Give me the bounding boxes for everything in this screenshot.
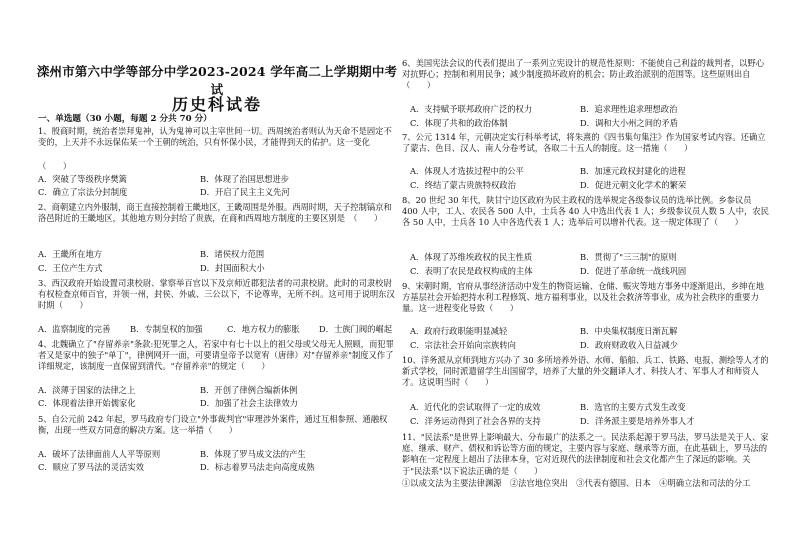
question-1-option-b: B．体现了治国思想进步 (200, 174, 290, 184)
question-4-option-b: B．开创了律例合编新体例 (200, 385, 298, 395)
question-8: 8、20 世纪 30 年代，陕甘宁边区政府为民主政权的选举规定各级参议员的选举比例。乡参议员 400 人中，工人、农民各 500 人中，士兵各 40 人中选出代表 1 人；乡级参议员人数 5 人中，农民各 50 人中，士兵各 10 人中各选代表 1 人；选举后可以增补代表。这一规定体现了（ ） (402, 195, 769, 228)
question-9-option-d: D．政府财政收入日益减少 (580, 340, 678, 350)
question-1: 1、殷商时期，统治者崇拜鬼神，认为鬼神可以主宰世间一切。西周统治者则认为天命不是固定不变的，上天并不永远保佑某一个王朝的统治，只有怀保小民，才能得到天的佑护。这一变化 (38, 126, 392, 148)
question-4: 4、北魏确立了"存留养亲"条款:犯死罪之人，若家中有七十以上的祖父母或父母无人照顾，而犯罪者又是家中的独子"单丁"，律例网开一面，可要请皇帝予以宽宥（唐律）对"存留养亲"制度又作了详细规定，该制度一直保留到清代。"存留养亲"的规定（ ） (38, 339, 394, 372)
question-3-option-d: D．士族门阀的崛起 (319, 324, 393, 334)
left-column (32, 0, 402, 560)
question-2-option-a: A．王畿所在地方 (38, 249, 103, 259)
right-column (402, 0, 772, 560)
question-8-option-c: C．表明了农民是政权构成的主体 (410, 266, 533, 276)
question-3-option-a: A．监察制度的完善 (38, 324, 111, 334)
question-11-options: ①以成文法为主要法律渊源 ②法官地位突出 ③代表有德国、日本 ④明确立法和司法的分工 (402, 478, 751, 488)
question-9: 9、宋朝时期，官府从事经济活动中发生的物资运输、仓储、赈灾等地方事务中逐渐退出，乡绅在地方基层社会开始把持水利工程修筑、地方福利事业，以及社会救济等事业，成为社会秩序的重要力量。这一进程变化导致（ ） (402, 281, 765, 314)
question-8-option-d: D．促进了革命统一战线巩固 (580, 266, 687, 276)
section-heading: 一、单选题（30 小题，每题 2 分共 70 分） (38, 114, 212, 124)
question-7-option-d: D．促进元朝文化学术的繁荣 (580, 180, 687, 190)
question-9-option-b: B．中央集权制度日渐瓦解 (580, 326, 678, 336)
question-5-option-b: B．体现了罗马成文法的产生 (200, 449, 306, 459)
question-5-option-c: C．顺应了罗马法的灵活实效 (38, 462, 144, 472)
question-3-option-c: C．地方权力的膨胀 (227, 324, 300, 334)
exam-title: 滦州市第六中学等部分中学2023-2024 学年高二上学期期中考试 (36, 64, 398, 97)
question-1-paren: （ ） (38, 161, 72, 171)
question-3-option-b: B．专制皇权的加强 (130, 324, 203, 334)
question-10-option-a: A．近代化的尝试取得了一定的成效 (410, 402, 541, 412)
question-10-option-c: C．洋务运动得到了社会各界的支持 (410, 416, 541, 426)
question-7-option-a: A．体现人才选拔过程中的公平 (410, 166, 524, 176)
question-8-option-a: A．体现了苏维埃政权的民主性质 (410, 252, 533, 262)
question-6-option-c: C．体现了共和的政治体制 (410, 118, 508, 128)
question-6: 6、美国宪法会议的代表们提出了一系列立宪设计的规范性原则：不能使自己利益的裁判者，以野心对抗野心；控制和利用民争；减少制度损坏政府的机会；防止政治派别的范围等。这些原则出自（ ） (402, 58, 765, 91)
question-11: 11、"民法系"是世界上影响最大、分布最广的法系之一。民法系起源于罗马法，罗马法是关于人、家庭、继承、财产、债权和诉讼等方面的规定，主要内容与家庭、继承等方面，在此基础上，罗马法的影响在一定程度上超出了法律本身，它对近现代的法律制度和社会文化都产生了深远的影响。关于"民法系"以下说法正确的是（ ） (402, 432, 769, 476)
question-2-option-b: B．诸侯权力范围 (200, 249, 265, 259)
question-7-option-b: B．加速元政权封建化的进程 (580, 166, 686, 176)
question-7: 7、公元 1314 年，元朝决定实行科举考试，将朱熹的《四书集句集注》作为国家考试内容。还确立了蒙古、色目、汉人、南人分卷考试，各取二十五人的制度。这一措施（ ） (402, 132, 766, 154)
question-4-option-c: C．体现着法律开始儒家化 (38, 398, 136, 408)
question-1-option-c: C．确立了宗法分封制度 (38, 187, 128, 197)
question-10-option-d: D．洋务派主要是培养外事人才 (580, 416, 695, 426)
question-10: 10、洋务派从京师到地方兴办了 30 多所培养外语、水师、船舶、兵工、铁路、电报、测绘等人才的新式学校，同时派遣留学生出国留学，培养了大量的外交翻译人才、科技人才、军事人才和师资人才。这说明当时（ ） (402, 355, 769, 388)
question-4-option-d: D．加强了社会主法律效力 (200, 398, 298, 408)
question-3: 3、西汉政府开始设置司隶校尉、掌察举百官以下及京师近郡犯法者的司隶校尉。此时的司隶校尉有权检查京师百官，并领一州，封侯、外戚、三公以下，不论尊卑，无所不纠。这可用于说明东汉时期（ ） (38, 278, 395, 311)
question-4-option-a: A．淡薄于国家的法律之上 (38, 385, 136, 395)
question-5-option-d: D．标志着罗马法走向高度成熟 (200, 462, 315, 472)
exam-subtitle: 历史科试卷 (171, 95, 262, 114)
question-1-option-a: A．突破了等级秩序樊篱 (38, 174, 127, 184)
question-10-option-b: B．选官的主要方式发生改变 (580, 402, 686, 412)
question-5-option-a: A．破坏了法律面前人人平等原则 (38, 449, 161, 459)
question-8-option-b: B．贯彻了"三三制"的原则 (580, 252, 677, 262)
question-2-option-d: D．封国面积大小 (200, 263, 265, 273)
question-9-option-c: C．宗法社会开始向宗族转向 (410, 340, 516, 350)
question-9-option-a: A．政府行政职能明显减轻 (410, 326, 508, 336)
question-7-option-c: C．终结了蒙古贵族特权政治 (410, 180, 516, 190)
question-6-option-a: A．支持赋予联邦政府广泛的权力 (410, 104, 533, 114)
question-1-option-d: D．开启了民主主义先河 (200, 187, 290, 197)
question-5: 5、自公元前 242 年起，罗马政府专门设立"外事裁判官"审理涉外案件，通过互相参照、通融权衡，出现一些双方同意的解决方案。这一举措（ ） (38, 414, 388, 436)
question-6-option-d: D．调和大小州之间的矛盾 (580, 118, 678, 128)
question-2-option-c: C．王位产生方式 (38, 263, 103, 273)
question-2: 2、商朝建立内外服制，商王直接控制着王畿地区，王畿周围是外服。西周时期，天子控制镐京和洛邑附近的王畿地区，其他地方则分封给了贵族，在商和西周地方制度的主要区别是 （ ） (38, 202, 392, 224)
question-6-option-b: B．追求理性追求理想政治 (580, 104, 678, 114)
